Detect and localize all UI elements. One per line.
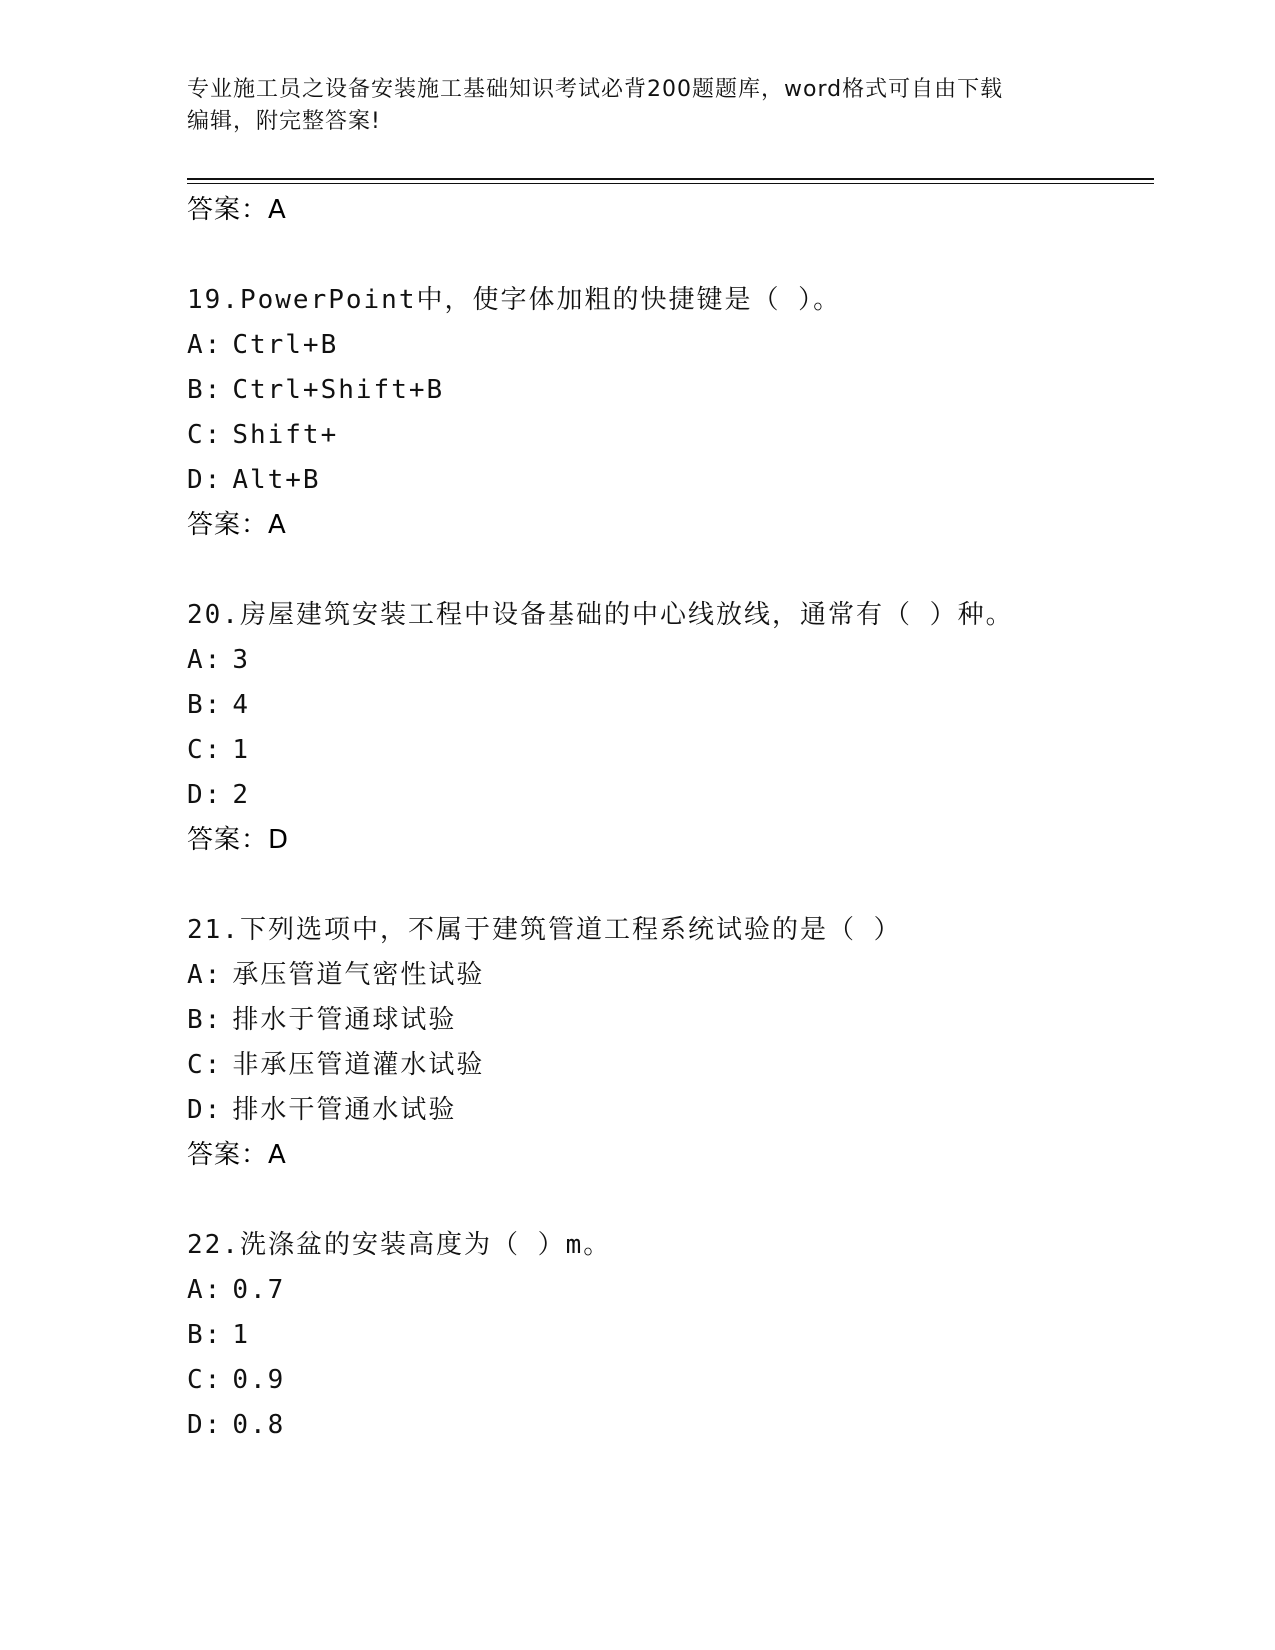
option-text: 0.7 — [232, 1275, 286, 1305]
option-text: 排水于管通球试验 — [232, 1005, 457, 1035]
option-key: D: — [187, 1095, 223, 1125]
option-text: Alt+B — [232, 465, 321, 495]
option-text: 0.9 — [232, 1365, 286, 1395]
option-text: Ctrl+B — [232, 330, 339, 360]
option-text: Ctrl+Shift+B — [232, 375, 445, 405]
option-text: Shift+ — [232, 420, 339, 450]
question-19-stem: 19.PowerPoint中，使字体加粗的快捷键是（ ）。 — [187, 285, 842, 315]
option-key: A: — [187, 330, 223, 360]
question-19-option-a — [187, 328, 338, 362]
question-21-option-c — [187, 1048, 484, 1082]
option-text: 4 — [232, 690, 250, 720]
question-21-option-a — [187, 958, 484, 992]
option-key: A: — [187, 960, 223, 990]
question-21-stem: 21.下列选项中，不属于建筑管道工程系统试验的是（ ） — [187, 915, 902, 945]
header-line-1: 专业施工员之设备安装施工基础知识考试必背200题题库，word格式可自由下载 — [187, 77, 1004, 102]
option-key: B: — [187, 1005, 223, 1035]
option-text: 承压管道气密性试验 — [232, 960, 485, 990]
option-key: A: — [187, 645, 223, 675]
option-text: 非承压管道灌水试验 — [232, 1050, 485, 1080]
option-key: C: — [187, 1050, 223, 1080]
question-20-stem: 20.房屋建筑安装工程中设备基础的中心线放线，通常有（ ）种。 — [187, 600, 1014, 630]
question-19-option-c — [187, 418, 338, 452]
question-21-option-b — [187, 1003, 456, 1037]
option-text: 2 — [232, 780, 250, 810]
option-text: 1 — [232, 1320, 250, 1350]
option-key: C: — [187, 1365, 223, 1395]
question-22-option-d — [187, 1408, 285, 1442]
option-key: D: — [187, 780, 223, 810]
question-22-stem: 22.洗涤盆的安装高度为（ ）m。 — [187, 1230, 612, 1260]
question-19-answer: 答案：A — [187, 510, 287, 540]
option-key: B: — [187, 690, 223, 720]
option-text: 排水干管通水试验 — [232, 1095, 457, 1125]
question-20-option-c — [187, 733, 250, 767]
option-key: D: — [187, 465, 223, 495]
question-20-option-d — [187, 778, 250, 812]
question-20-answer: 答案：D — [187, 825, 290, 855]
header-divider-thin — [187, 183, 1154, 184]
document-header — [187, 74, 1067, 138]
question-22-option-a — [187, 1273, 285, 1307]
option-key: D: — [187, 1410, 223, 1440]
question-20-option-b — [187, 688, 250, 722]
option-key: C: — [187, 735, 223, 765]
question-20-option-a — [187, 643, 250, 677]
option-key: B: — [187, 1320, 223, 1350]
header-line-2: 编辑，附完整答案! — [187, 109, 381, 134]
option-key: B: — [187, 375, 223, 405]
option-text: 3 — [232, 645, 250, 675]
question-21-answer: 答案：A — [187, 1140, 287, 1170]
question-21-option-d — [187, 1093, 456, 1127]
option-text: 1 — [232, 735, 250, 765]
prev-answer: 答案：A — [187, 195, 287, 225]
option-key: C: — [187, 420, 223, 450]
question-19-option-b — [187, 373, 444, 407]
header-divider-thick — [187, 178, 1154, 180]
question-22-option-c — [187, 1363, 285, 1397]
question-22-option-b — [187, 1318, 250, 1352]
question-19-option-d — [187, 463, 321, 497]
option-text: 0.8 — [232, 1410, 286, 1440]
option-key: A: — [187, 1275, 223, 1305]
